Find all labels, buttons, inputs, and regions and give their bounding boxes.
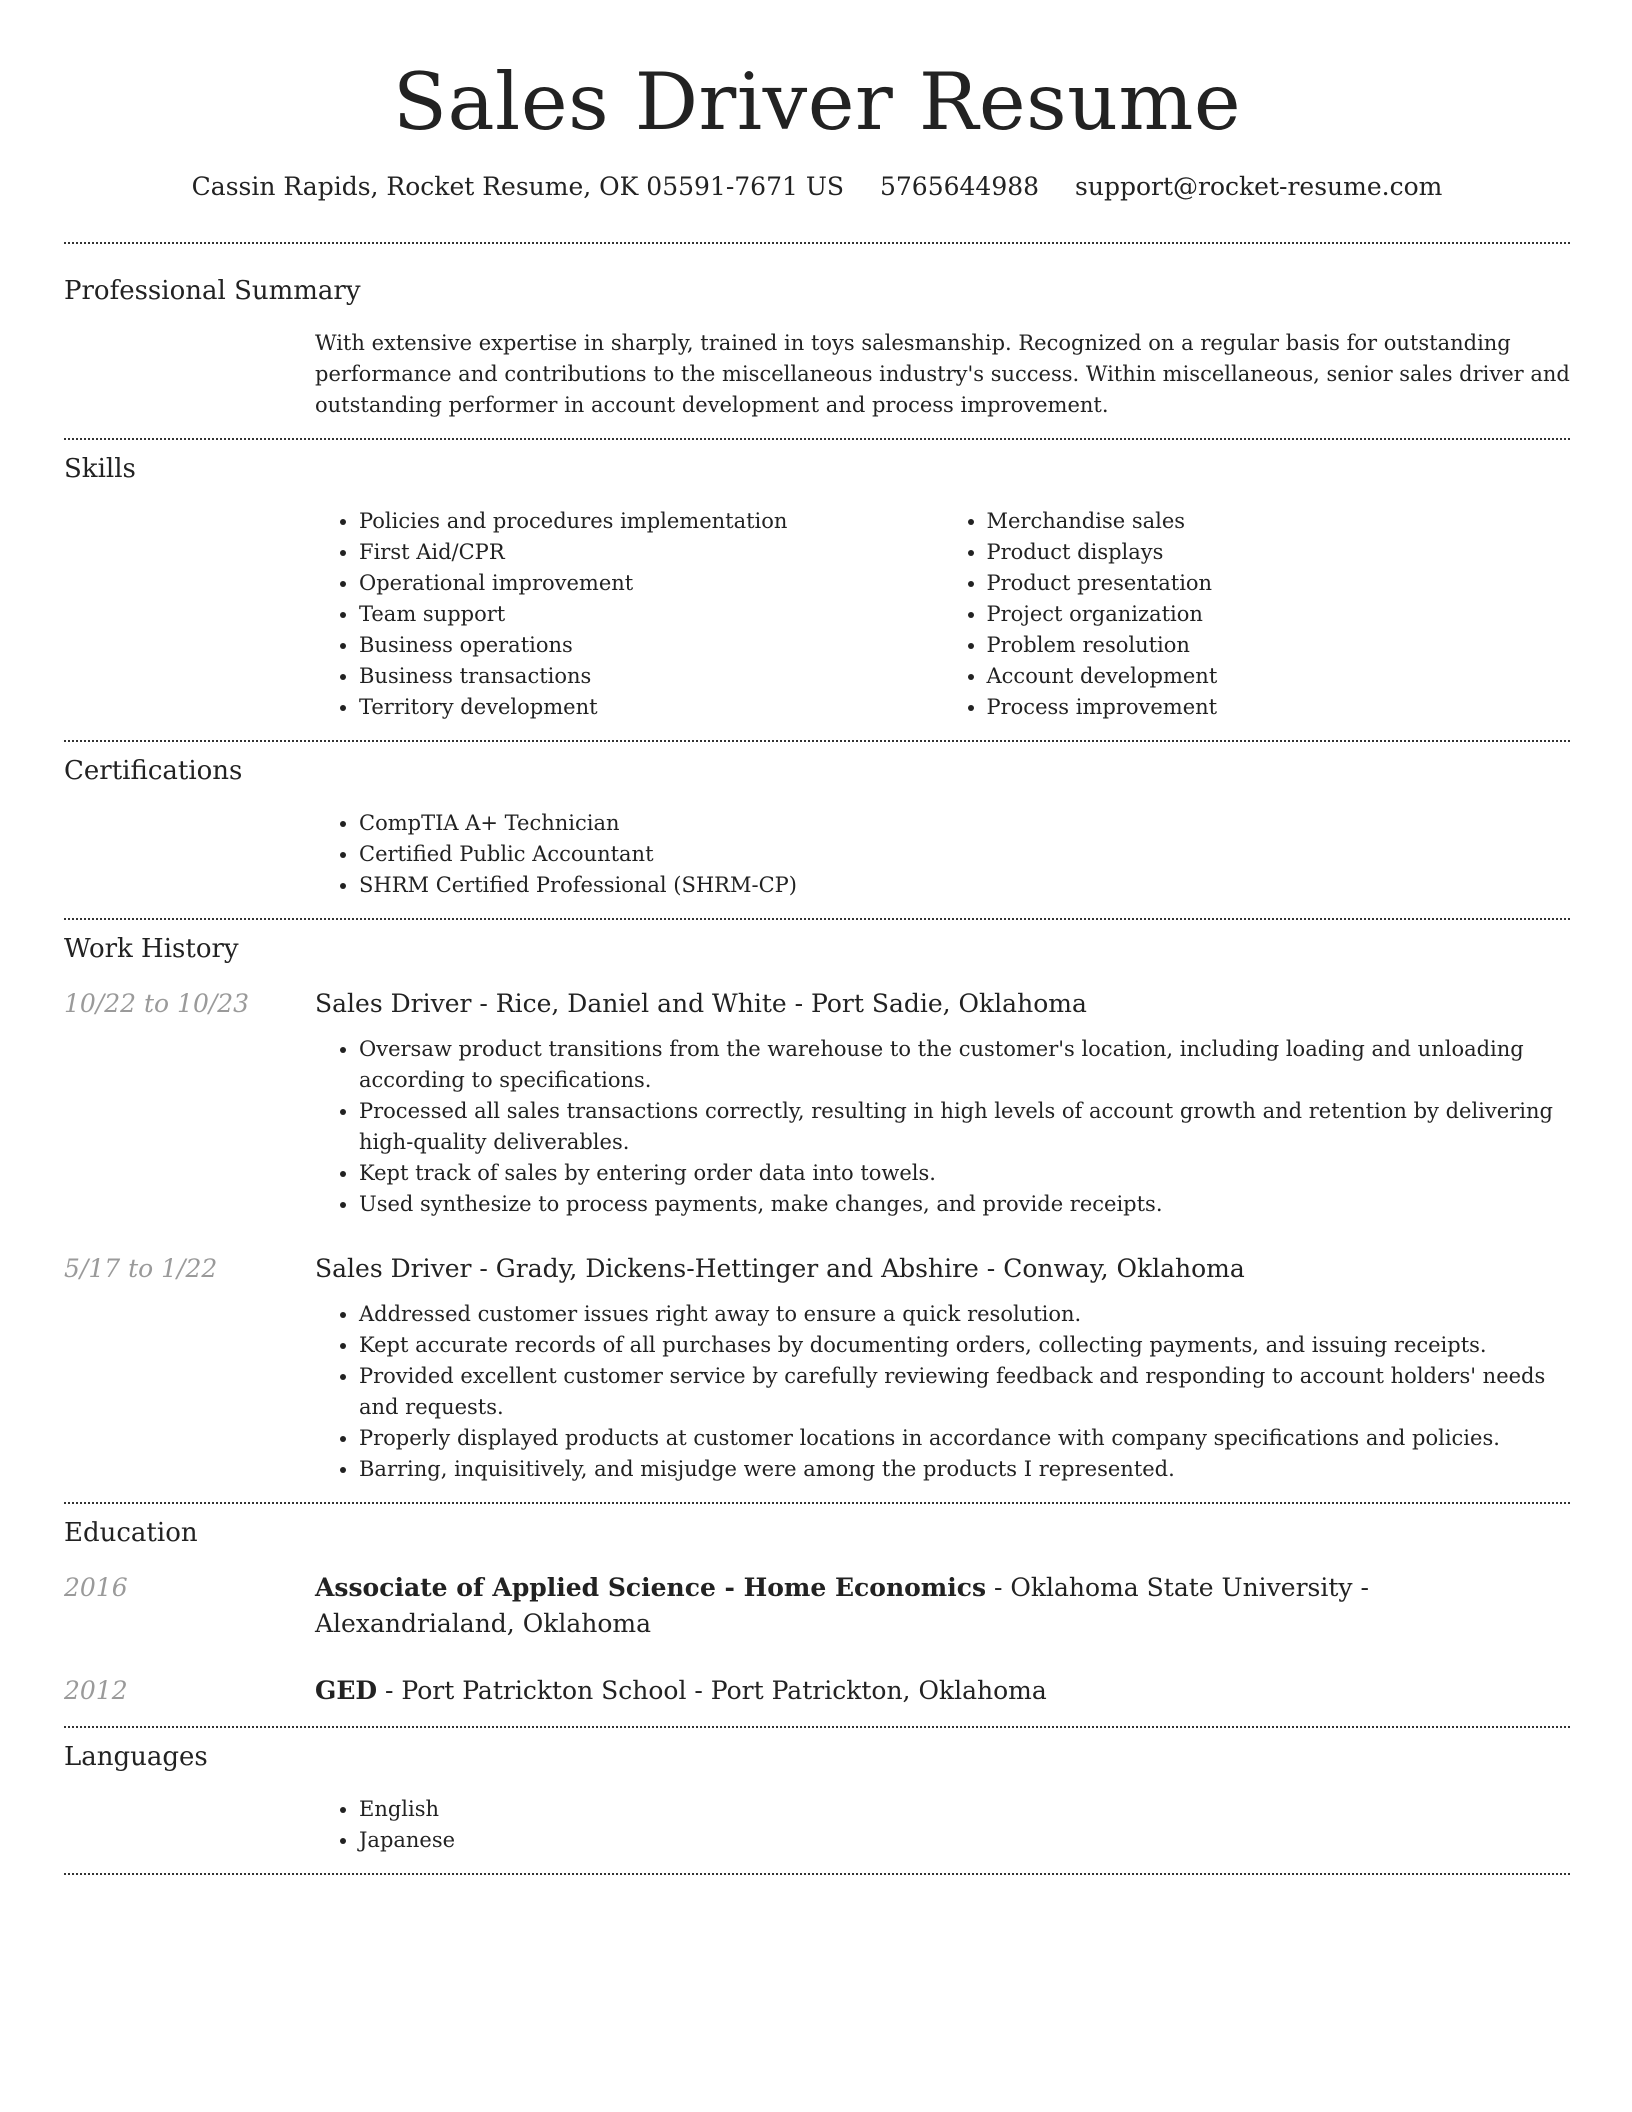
skill-item: • Territory development: [359, 692, 943, 723]
contact-phone: 5765644988: [880, 172, 1040, 201]
skill-item: • Team support: [359, 599, 943, 630]
section-title-summary: Professional Summary: [64, 276, 361, 306]
section-title-languages: Languages: [64, 1742, 208, 1772]
job-bullet: • Kept track of sales by entering order data into towels.: [359, 1158, 1570, 1189]
divider: [64, 1873, 1570, 1875]
skills-list-right: [943, 506, 1571, 723]
job-bullet: • Processed all sales transactions correctly, resulting in high levels of account growth and retention by delivering high-quality deliverables.: [359, 1096, 1570, 1158]
certifications-list: [315, 808, 1570, 901]
job-heading: Sales Driver - Grady, Dickens-Hettinger and Abshire - Conway, Oklahoma: [315, 1254, 1245, 1283]
education-degree: Associate of Applied Science - Home Economics: [315, 1573, 987, 1602]
contact-line: [64, 170, 1570, 204]
section-skills: [64, 440, 1570, 723]
job-date: 5/17 to 1/22: [64, 1254, 218, 1283]
language-item: • Japanese: [359, 1825, 1570, 1856]
resume-page: [64, 0, 1570, 1875]
resume-title: Sales Driver Resume: [392, 56, 1242, 148]
skills-list-left: [315, 506, 943, 723]
education-date: 2012: [64, 1676, 128, 1705]
contact-email: support@rocket-resume.com: [1075, 172, 1443, 201]
language-item: • English: [359, 1794, 1570, 1825]
job-bullet: • Properly displayed products at customer locations in accordance with company specifications and policies.: [359, 1423, 1570, 1454]
certification-item: • CompTIA A+ Technician: [359, 808, 1570, 839]
certification-item: • Certified Public Accountant: [359, 839, 1570, 870]
section-title-certifications: Certifications: [64, 756, 243, 786]
contact-address: Cassin Rapids, Rocket Resume, OK 05591-7671 US: [191, 172, 845, 201]
job-bullet: • Provided excellent customer service by carefully reviewing feedback and responding to account holders' needs and requests.: [359, 1361, 1570, 1423]
job-bullet: • Used synthesize to process payments, make changes, and provide receipts.: [359, 1189, 1570, 1220]
education-entry: [64, 1570, 1570, 1642]
job-bullet: • Addressed customer issues right away to ensure a quick resolution.: [359, 1299, 1570, 1330]
job-entry: [64, 986, 1570, 1220]
education-entry: [64, 1673, 1570, 1709]
skill-item: • Policies and procedures implementation: [359, 506, 943, 537]
skill-item: • Process improvement: [987, 692, 1571, 723]
skill-item: • Problem resolution: [987, 630, 1571, 661]
section-title-work: Work History: [64, 934, 239, 964]
certification-item: • SHRM Certified Professional (SHRM-CP): [359, 870, 1570, 901]
job-heading: Sales Driver - Rice, Daniel and White - Port Sadie, Oklahoma: [315, 989, 1087, 1018]
job-entry: [64, 1251, 1570, 1485]
skill-item: • First Aid/CPR: [359, 537, 943, 568]
section-summary: [64, 244, 1570, 421]
education-date: 2016: [64, 1573, 128, 1602]
skill-item: • Operational improvement: [359, 568, 943, 599]
section-title-skills: Skills: [64, 454, 136, 484]
skill-item: • Account development: [987, 661, 1571, 692]
skill-item: • Merchandise sales: [987, 506, 1571, 537]
job-bullets: [315, 1299, 1570, 1485]
summary-text: With extensive expertise in sharply, trained in toys salesmanship. Recognized on a regular basis for outstanding performance and contributions to the miscellaneous industry's success. Within miscellaneous, senior sales driver and outstanding performer in account development and process improvement.: [315, 331, 1570, 417]
education-degree: GED: [315, 1676, 378, 1705]
section-work-history: [64, 920, 1570, 1485]
education-heading: [315, 1570, 1570, 1642]
job-date: 10/22 to 10/23: [64, 989, 250, 1018]
section-languages: [64, 1728, 1570, 1856]
skill-item: • Business transactions: [359, 661, 943, 692]
skill-item: • Product presentation: [987, 568, 1571, 599]
skill-item: • Project organization: [987, 599, 1571, 630]
education-school: - Oklahoma State University - Alexandrialand, Oklahoma: [315, 1573, 1369, 1638]
job-bullets: [315, 1034, 1570, 1220]
job-bullet: • Oversaw product transitions from the warehouse to the customer's location, including loading and unloading according to specifications.: [359, 1034, 1570, 1096]
education-school: - Port Patrickton School - Port Patrickton, Oklahoma: [377, 1676, 1047, 1705]
section-title-education: Education: [64, 1518, 198, 1548]
languages-list: [315, 1794, 1570, 1856]
skill-item: • Business operations: [359, 630, 943, 661]
education-heading: [315, 1673, 1570, 1709]
section-certifications: [64, 742, 1570, 901]
job-bullet: • Kept accurate records of all purchases by documenting orders, collecting payments, and issuing receipts.: [359, 1330, 1570, 1361]
job-bullet: • Barring, inquisitively, and misjudge were among the products I represented.: [359, 1454, 1570, 1485]
section-education: [64, 1504, 1570, 1709]
skill-item: • Product displays: [987, 537, 1571, 568]
